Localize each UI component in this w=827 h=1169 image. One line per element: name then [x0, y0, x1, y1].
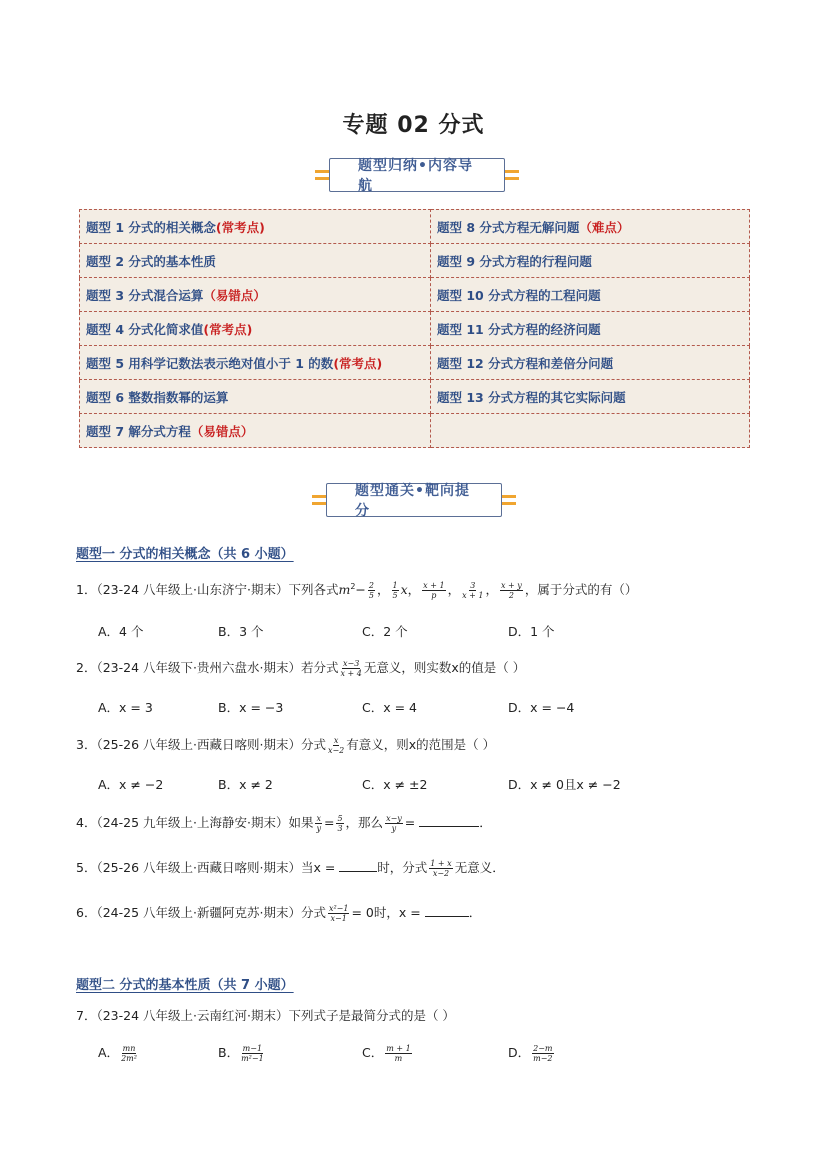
nav-link[interactable]	[431, 244, 750, 278]
nav-link-label: 题型 11 分式方程的经济问题	[437, 321, 601, 337]
nav-link-tag: （易错点）	[190, 423, 254, 439]
banner-label: 题型归纳•内容导航	[329, 158, 505, 192]
nav-link-label: 题型 8 分式方程无解问题	[437, 219, 580, 235]
option-c[interactable]: C．x ≠ ±2	[362, 777, 428, 792]
nav-link-label: 题型 1 分式的相关概念	[86, 219, 216, 235]
answer-blank[interactable]	[339, 859, 377, 872]
nav-link[interactable]	[80, 380, 431, 414]
option-b[interactable]: B．3 个	[218, 624, 264, 639]
nav-row	[80, 380, 750, 414]
nav-link[interactable]	[431, 312, 750, 346]
nav-link-label: 题型 6 整数指数幂的运算	[86, 389, 229, 405]
nav-row	[80, 414, 750, 448]
nav-row	[80, 312, 750, 346]
answer-blank[interactable]	[419, 814, 479, 827]
option-d[interactable]: D．x ≠ 0且x ≠ −2	[508, 777, 621, 792]
nav-table	[79, 209, 750, 448]
question-text: 6．（24-25 八年级上·新疆阿克苏·期末）分式	[76, 905, 326, 920]
fraction: $\frac{5}{3}$	[337, 814, 343, 833]
nav-link-label: 题型 5 用科学记数法表示绝对值小于 1 的数	[86, 355, 334, 371]
nav-row	[80, 210, 750, 244]
question-text: 有意义，则x的范围是（ ）	[346, 737, 496, 752]
fraction: $\frac{x}{y}$	[316, 814, 321, 833]
nav-link-label: 题型 12 分式方程和差倍分问题	[437, 355, 614, 371]
question-1: 1．（23-24 八年级上·山东济宁·期末）下列各式$m^2-$ $\frac{2}{5}$ ， $\frac{1}{5}$ x， $\frac{x + 1}{p}$ ， $\frac{3}{x + 1}$ ， $\frac{x + y}{2}$ ，属于分式的有（）	[76, 581, 638, 600]
nav-link-label: 题型 13 分式方程的其它实际问题	[437, 389, 626, 405]
fraction: $\frac{mn}{\text{2m²}}$	[121, 1044, 137, 1063]
nav-link-label: 题型 3 分式混合运算	[86, 287, 204, 303]
decoration-icon	[502, 491, 516, 509]
question-5: 5．（25-26 八年级上·西藏日喀则·期末）当x = 时，分式 $\frac{1 + x}{x-2}$ 无意义．	[76, 859, 505, 878]
nav-link[interactable]	[80, 312, 431, 346]
question-text: 4．（24-25 九年级上·上海静安·期末）如果	[76, 815, 314, 830]
fraction: $\frac{x-y}{y}$	[386, 814, 402, 833]
banner-label: 题型通关•靶向提分	[326, 483, 502, 517]
nav-link-tag: (常考点)	[215, 219, 265, 235]
option-b[interactable]: B． $\frac{m-1}{\text{m²−1}}$	[218, 1044, 264, 1063]
nav-row	[80, 244, 750, 278]
question-text: 5．（25-26 八年级上·西藏日喀则·期末）当x =	[76, 860, 336, 875]
option-c[interactable]: C．x = 4	[362, 700, 417, 715]
fraction: $\frac{3}{x + 1}$	[462, 581, 484, 600]
page-title: 专题 02 分式	[342, 113, 485, 138]
fraction: $\frac{\text{x²−1}}{x-1}$	[328, 904, 349, 923]
nav-link-tag: (常考点)	[333, 355, 383, 371]
section-heading: 题型二 分式的基本性质（共 7 小题）	[76, 978, 294, 993]
option-d[interactable]: D． $\frac{2-m}{m-2}$	[508, 1044, 553, 1063]
nav-link[interactable]	[431, 278, 750, 312]
option-b[interactable]: B．x = −3	[218, 700, 284, 715]
option-c[interactable]: C．2 个	[362, 624, 408, 639]
nav-link-label: 题型 10 分式方程的工程问题	[437, 287, 601, 303]
question-7	[76, 1006, 455, 1024]
nav-link[interactable]	[80, 278, 431, 312]
nav-link-label: 题型 2 分式的基本性质	[86, 253, 216, 269]
nav-link-tag: (常考点)	[203, 321, 253, 337]
question-2	[76, 658, 525, 678]
nav-link[interactable]	[80, 414, 431, 448]
nav-link[interactable]	[431, 210, 750, 244]
option-c[interactable]: C． $\frac{m + 1}{m}$	[362, 1044, 411, 1063]
option-a[interactable]: A．x ≠ −2	[98, 777, 164, 792]
fraction: $\frac{x + y}{2}$	[500, 581, 522, 600]
nav-link[interactable]	[431, 380, 750, 414]
fraction: $\frac{m-1}{\text{m²−1}}$	[241, 1044, 264, 1063]
question-text: 7．（23-24 八年级上·云南红河·期末）下列式子是最简分式的是（ ）	[76, 1008, 455, 1023]
option-a[interactable]: A． $\frac{mn}{\text{2m²}}$	[98, 1044, 137, 1063]
decoration-icon	[312, 491, 326, 509]
option-b[interactable]: B．x ≠ 2	[218, 777, 273, 792]
question-text: ，属于分式的有（）	[524, 582, 638, 597]
option-d[interactable]: D．x = −4	[508, 700, 575, 715]
nav-link[interactable]	[80, 244, 431, 278]
decoration-icon	[505, 166, 519, 184]
nav-link-label: 题型 9 分式方程的行程问题	[437, 253, 592, 269]
fraction: $\frac{m + 1}{m}$	[386, 1044, 411, 1063]
decoration-icon	[315, 166, 329, 184]
nav-link-label: 题型 4 分式化简求值	[86, 321, 204, 337]
question-4: 4．（24-25 九年级上·上海静安·期末）如果 $\frac{x}{y}$ = $\frac{5}{3}$ ，那么 $\frac{x-y}{y}$ = ．	[76, 814, 492, 833]
fraction: $\frac{2-m}{m-2}$	[533, 1044, 553, 1063]
nav-link-tag: （难点）	[579, 219, 630, 235]
nav-link-tag: （易错点）	[203, 287, 266, 303]
fraction: $\frac{1 + x}{x-2}$	[430, 859, 452, 878]
banner-practice	[304, 481, 524, 519]
nav-row	[80, 346, 750, 380]
nav-link[interactable]	[80, 210, 431, 244]
question-text: 2．（23-24 八年级下·贵州六盘水·期末）若分式	[76, 660, 339, 675]
fraction: $\frac{1}{5}$	[392, 581, 398, 600]
question-text: 无意义，则实数x的值是（ ）	[363, 660, 526, 675]
question-text: 3．（25-26 八年级上·西藏日喀则·期末）分式	[76, 737, 326, 752]
fraction: $\frac{x + 1}{p}$	[423, 581, 445, 600]
question-6: 6．（24-25 八年级上·新疆阿克苏·期末）分式 $\frac{\text{x²−1}}{x-1}$ = 0时，x = ．	[76, 904, 482, 923]
nav-link[interactable]	[80, 346, 431, 380]
fraction: $\frac{2}{5}$	[368, 581, 374, 600]
banner-nav	[307, 156, 527, 194]
section-heading: 题型一 分式的相关概念（共 6 小题）	[76, 547, 294, 562]
question-text: 1．（23-24 八年级上·山东济宁·期末）下列各式	[76, 582, 339, 597]
nav-link[interactable]	[431, 346, 750, 380]
nav-row	[80, 278, 750, 312]
question-3	[76, 735, 495, 755]
option-a[interactable]: A．x = 3	[98, 700, 153, 715]
option-a[interactable]: A．4 个	[98, 624, 144, 639]
fraction: $\frac{x-3}{x + 4}$	[340, 659, 362, 678]
answer-blank[interactable]	[425, 904, 469, 917]
option-d[interactable]: D．1 个	[508, 624, 555, 639]
fraction: $\frac{x}{x-2}$	[327, 736, 345, 755]
nav-link	[431, 414, 750, 448]
nav-link-label: 题型 7 解分式方程	[86, 423, 191, 439]
